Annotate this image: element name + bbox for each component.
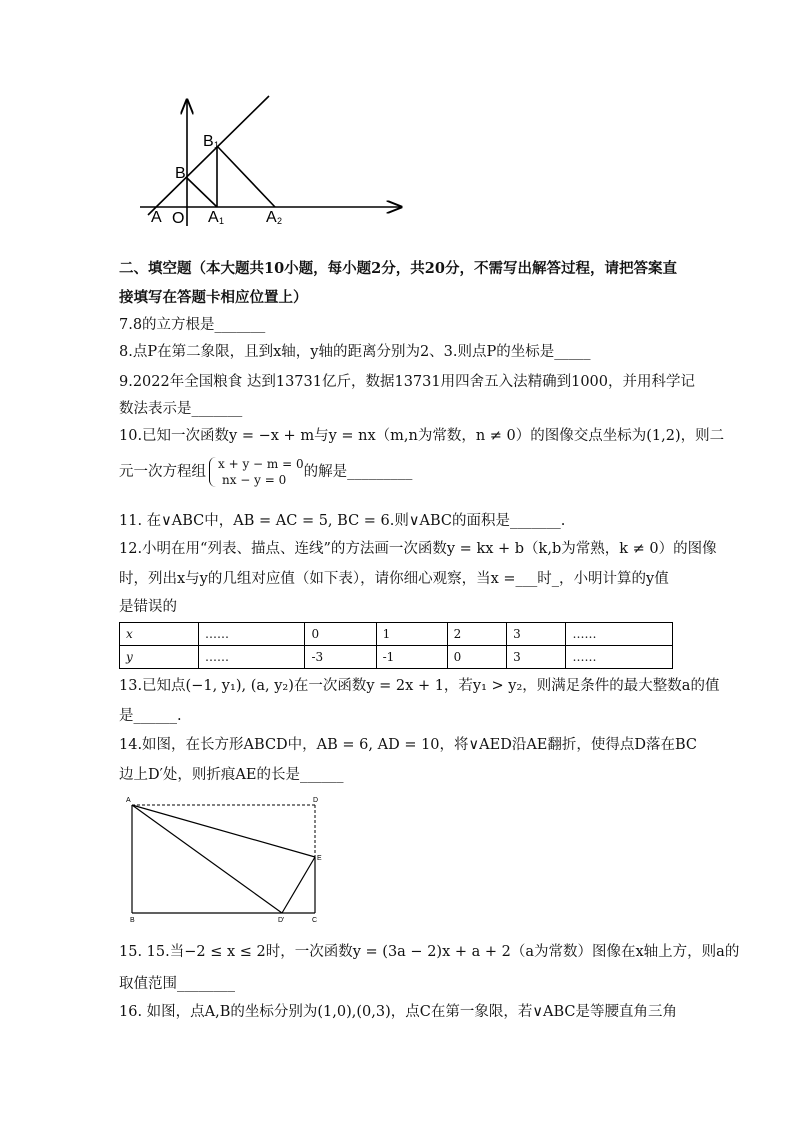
value-table [119,622,673,669]
table-cell: 1 [376,623,447,646]
segment-D-prime-E [282,857,315,913]
table-cell: 3 [507,646,566,669]
label-E: E [317,855,322,862]
label-D-prime: D' [278,917,285,924]
table-cell: y [120,646,199,669]
label-A2-sub: 2 [277,216,283,226]
segment-B-A1 [187,178,217,207]
question-15-line2: 取值范围________ [119,976,235,992]
question-10-line1: 10.已知一次函数y = −x + m与y = nx（m,n为常数，n ≠ 0）的图像交点坐标为(1,2)，则二 [119,428,725,444]
question-15-line1: 15. 15.当−2 ≤ x ≤ 2时，一次函数y = (3a − 2)x + a + 2（a为常数）图像在x轴上方，则a的 [119,944,740,960]
table-cell: …… [566,646,673,669]
question-9-line1: 9.2022年全国粮食 达到13731亿斤，数据13731用四舍五入法精确到1000，并用科学记 [119,374,695,390]
q10-suffix: 的解是_________ [303,464,413,480]
table-cell: 0 [447,646,506,669]
label-A: A [151,209,162,226]
question-16-line1: 16. 如图，点A,B的坐标分别为(1,0),(0,3)，点C在第一象限，若∨ABC是等腰直角三角 [119,1004,677,1020]
equation-1: x + y − m = 0 [218,457,304,471]
question-13-line2: 是______. [119,708,182,724]
table-cell: -1 [376,646,447,669]
table-cell: -3 [305,646,376,669]
question-14-line2: 边上D′处，则折痕AE的长是______ [119,767,344,783]
coordinate-figure [130,90,420,235]
table-cell: …… [199,646,305,669]
label-A1-sub: 1 [219,216,225,226]
question-9-line2: 数法表示是_______ [119,401,243,417]
question-7: 7.8的立方根是_______ [119,317,266,333]
label-A1: A [208,209,219,226]
table-cell: …… [566,623,673,646]
question-12-line2: 时，列出x与y的几组对应值（如下表），请你细心观察，当x =___时_，小明计算的y值 [119,571,669,587]
q10-prefix: 元一次方程组 [119,464,206,480]
equation-system [208,456,304,488]
question-8: 8.点P在第二象限，且到x轴，y轴的距离分别为2、3.则点P的坐标是_____ [119,344,591,360]
fold-AE [132,805,315,857]
label-B: B [175,165,186,182]
table-row [120,646,673,669]
table-cell: 0 [305,623,376,646]
table-cell: 3 [507,623,566,646]
table-row [120,623,673,646]
table-cell: 2 [447,623,506,646]
question-12-line3: 是错误的 [119,599,177,615]
question-11: 11. 在∨ABC中，AB = AC = 5, BC = 6.则∨ABC的面积是_______. [119,513,566,529]
table-cell: …… [199,623,305,646]
label-B: B [130,917,135,924]
label-B1-sub: 1 [214,140,220,150]
section-heading-line2: 接填写在答题卡相应位置上） [119,289,308,306]
question-12-line1: 12.小明在用“列表、描点、连线”的方法画一次函数y = kx + b（k,b为常熟，k ≠ 0）的图像 [119,541,717,557]
label-A: A [126,797,131,804]
segment-AD-prime [132,805,282,913]
label-D: D [313,797,319,804]
question-13-line1: 13.已知点(−1, y₁), (a, y₂)在一次函数y = 2x + 1，若y₁ > y₂，则满足条件的最大整数a的值 [119,678,720,694]
rectangle-fold-figure [120,792,330,927]
label-O: O [172,210,185,227]
label-A2: A [266,209,277,226]
equation-2: nx − y = 0 [222,473,287,487]
label-B1: B [203,133,214,150]
question-10-line2 [119,456,412,488]
label-C: C [312,917,318,924]
table-cell: x [120,623,199,646]
section-heading-line1: 二、填空题（本大题共10小题，每小题2分，共20分，不需写出解答过程，请把答案直 [119,260,677,277]
question-14-line1: 14.如图，在长方形ABCD中，AB = 6, AD = 10，将∨AED沿AE翻折，使得点D落在BC [119,737,698,753]
slanted-line [148,96,269,215]
segment-B1-A2 [217,146,275,207]
